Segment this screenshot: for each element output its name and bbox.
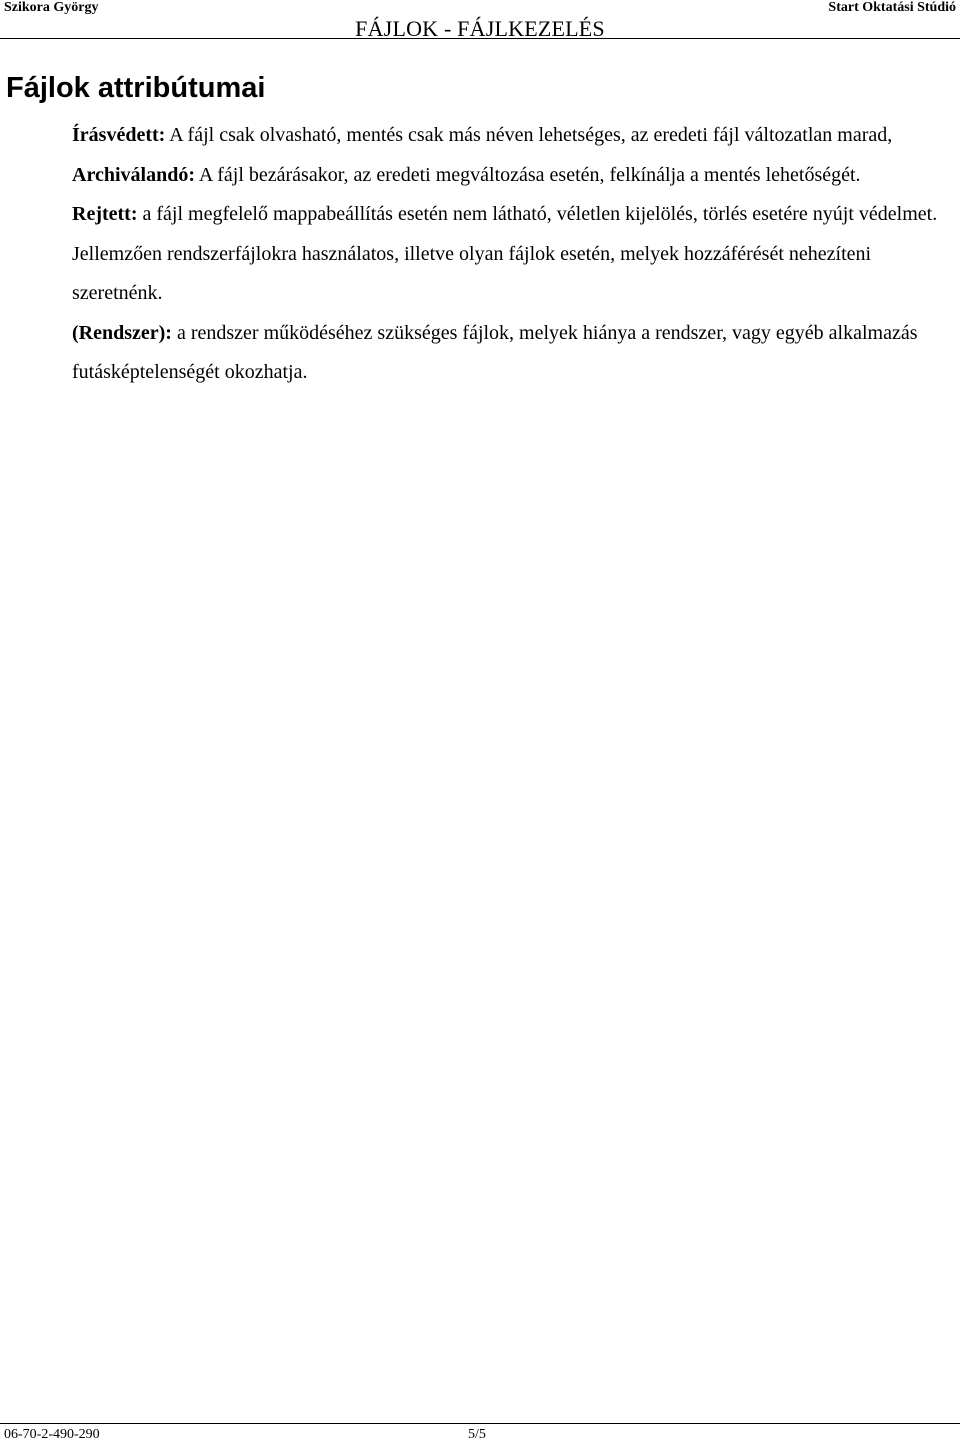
header-author: Szikora György bbox=[4, 0, 99, 15]
attribute-description: A fájl csak olvasható, mentés csak más néven lehetséges, az eredeti fájl változatlan marad, bbox=[165, 124, 893, 146]
attribute-system bbox=[72, 314, 952, 393]
header-title: FÁJLOK - FÁJLKEZELÉS bbox=[355, 16, 605, 41]
footer-divider bbox=[0, 1423, 960, 1424]
attribute-term: Archiválandó: bbox=[72, 163, 195, 186]
footer-phone: 06-70-2-490-290 bbox=[4, 1427, 100, 1442]
header-divider bbox=[0, 38, 960, 39]
attribute-description: a fájl megfelelő mappabeállítás esetén nem látható, véletlen kijelölés, törlés esetére nyújt védelmet. Jellemzően rendszerfájlokra használatos, illetve olyan fájlok esetén, melyek hozzáférését nehezíteni szeretnénk. bbox=[72, 203, 938, 304]
section-title: Fájlok attribútumai bbox=[6, 72, 266, 104]
attribute-description: a rendszer működéséhez szükséges fájlok, melyek hiánya a rendszer, vagy egyéb alkalmazás futásképtelenségét okozhatja. bbox=[72, 321, 918, 383]
page-header bbox=[0, 0, 960, 41]
attribute-term: Írásvédett: bbox=[72, 124, 166, 146]
attribute-term: (Rendszer): bbox=[72, 321, 172, 344]
attribute-readonly bbox=[72, 116, 952, 156]
header-company: Start Oktatási Stúdió bbox=[828, 0, 956, 15]
page-number: 5/5 bbox=[468, 1427, 486, 1442]
attribute-hidden bbox=[72, 195, 952, 314]
attribute-description: A fájl bezárásakor, az eredeti megváltozása esetén, felkínálja a mentés lehetőségét. bbox=[194, 163, 861, 186]
attribute-list bbox=[72, 116, 952, 393]
attribute-archive bbox=[72, 156, 952, 196]
attribute-term: Rejtett: bbox=[72, 203, 138, 225]
